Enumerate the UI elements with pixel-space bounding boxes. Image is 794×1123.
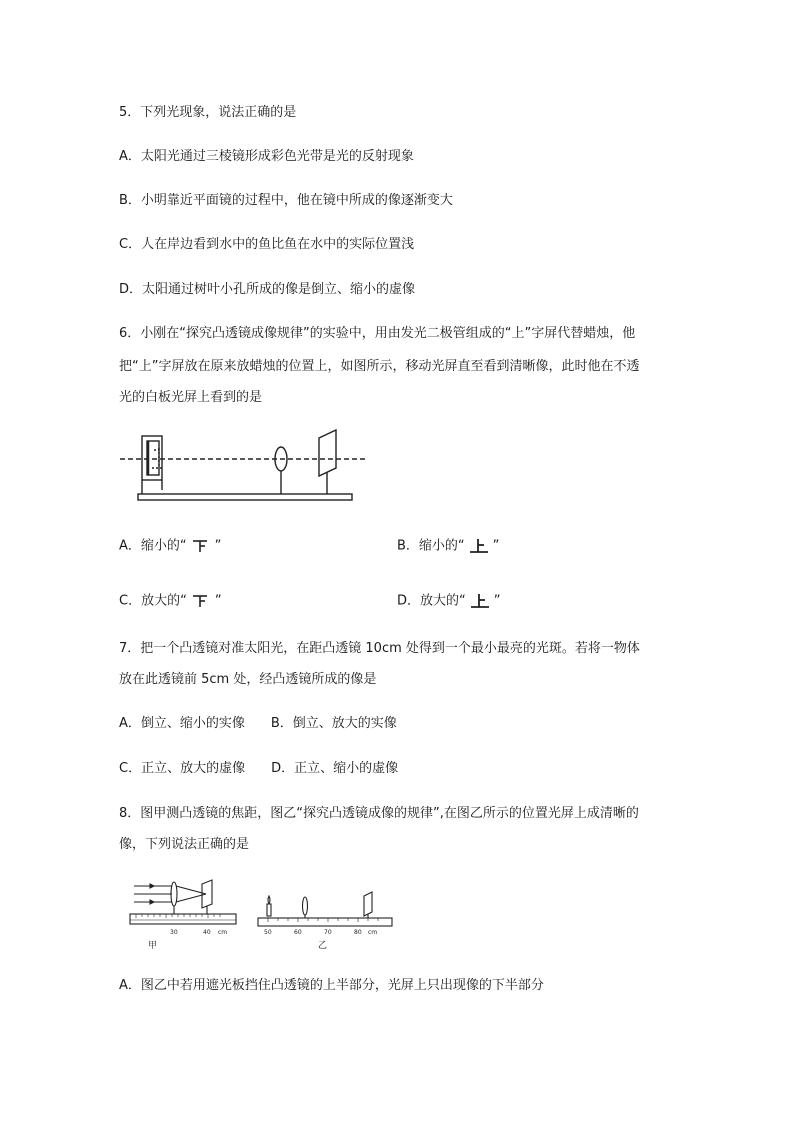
yi-tick-50: 50: [264, 929, 272, 936]
q8-figure-jia: [126, 876, 238, 952]
q8-stem-line2: 像，下列说法正确的是: [119, 837, 250, 852]
q6-option-c-close-quote: ”: [214, 593, 222, 609]
q6-optical-bench-figure: [118, 428, 370, 504]
shang-glyph-large: [468, 592, 492, 610]
yi-tick-cm: cm: [368, 929, 378, 936]
light-screen: [319, 430, 336, 476]
q6-option-a-close-quote: ”: [214, 538, 222, 554]
yi-tick-80: 80: [354, 929, 362, 936]
q6-option-d: [397, 592, 501, 610]
q7-options-ab: A．倒立、缩小的实像 B．倒立、放大的实像: [119, 716, 397, 731]
q8-stem-line1: 8．图甲测凸透镜的焦距，图乙“探究凸透镜成像的规律”,在图乙所示的位置光屏上成清晰的: [119, 806, 639, 821]
q8-figure-yi: [254, 882, 396, 952]
q6-option-a-label: A．缩小的“: [119, 538, 187, 554]
jia-tick-30: 30: [170, 929, 178, 936]
q7-options-cd: C．正立、放大的虚像 D．正立、缩小的虚像: [119, 761, 399, 776]
q7-stem-line2: 放在此透镜前 5cm 处，经凸透镜所成的像是: [119, 672, 377, 687]
q5-stem: 5．下列光现象，说法正确的是: [119, 105, 297, 120]
yi-tick-60: 60: [294, 929, 302, 936]
q5-option-a: A．太阳光通过三棱镜形成彩色光带是光的反射现象: [119, 149, 414, 164]
jia-tick-40: 40: [203, 929, 211, 936]
q6-stem-line1: 6．小刚在“探究凸透镜成像规律”的实验中，用由发光二极管组成的“上”字屏代替蜡烛，他: [119, 326, 636, 341]
q6-stem-line2: 把“上”字屏放在原来放蜡烛的位置上，如图所示，移动光屏直至看到清晰像，此时他在不透: [119, 359, 640, 374]
q5-option-d: D．太阳通过树叶小孔所成的像是倒立、缩小的虚像: [119, 282, 416, 297]
optical-bench: [138, 494, 352, 500]
q6-option-b-label: B．缩小的“: [397, 538, 465, 554]
jia-tick-cm: cm: [218, 929, 228, 936]
q8-option-a: A．图乙中若用遮光板挡住凸透镜的上半部分，光屏上只出现像的下半部分: [119, 978, 544, 993]
rotated-shang-glyph-small: [189, 537, 213, 555]
yi-tick-70: 70: [324, 929, 332, 936]
q6-option-a: [119, 537, 221, 555]
q6-option-c-label: C．放大的“: [119, 593, 187, 609]
q6-option-b-close-quote: ”: [492, 538, 500, 554]
shang-glyph-small: [467, 537, 491, 555]
q6-option-b: [397, 537, 499, 555]
rotated-shang-glyph-large: [189, 592, 213, 610]
figure-yi-label: 乙: [318, 941, 328, 951]
q5-option-c: C．人在岸边看到水中的鱼比鱼在水中的实际位置浅: [119, 237, 415, 252]
q6-option-c: [119, 592, 222, 610]
q5-option-b: B．小明靠近平面镜的过程中，他在镜中所成的像逐渐变大: [119, 193, 453, 208]
q6-option-d-label: D．放大的“: [397, 593, 466, 609]
figure-jia-label: 甲: [148, 941, 158, 951]
q6-stem-line3: 光的白板光屏上看到的是: [119, 390, 263, 405]
q7-stem-line1: 7．把一个凸透镜对准太阳光，在距凸透镜 10cm 处得到一个最小最亮的光斑。若将一物体: [119, 641, 640, 656]
q6-option-d-close-quote: ”: [493, 593, 501, 609]
